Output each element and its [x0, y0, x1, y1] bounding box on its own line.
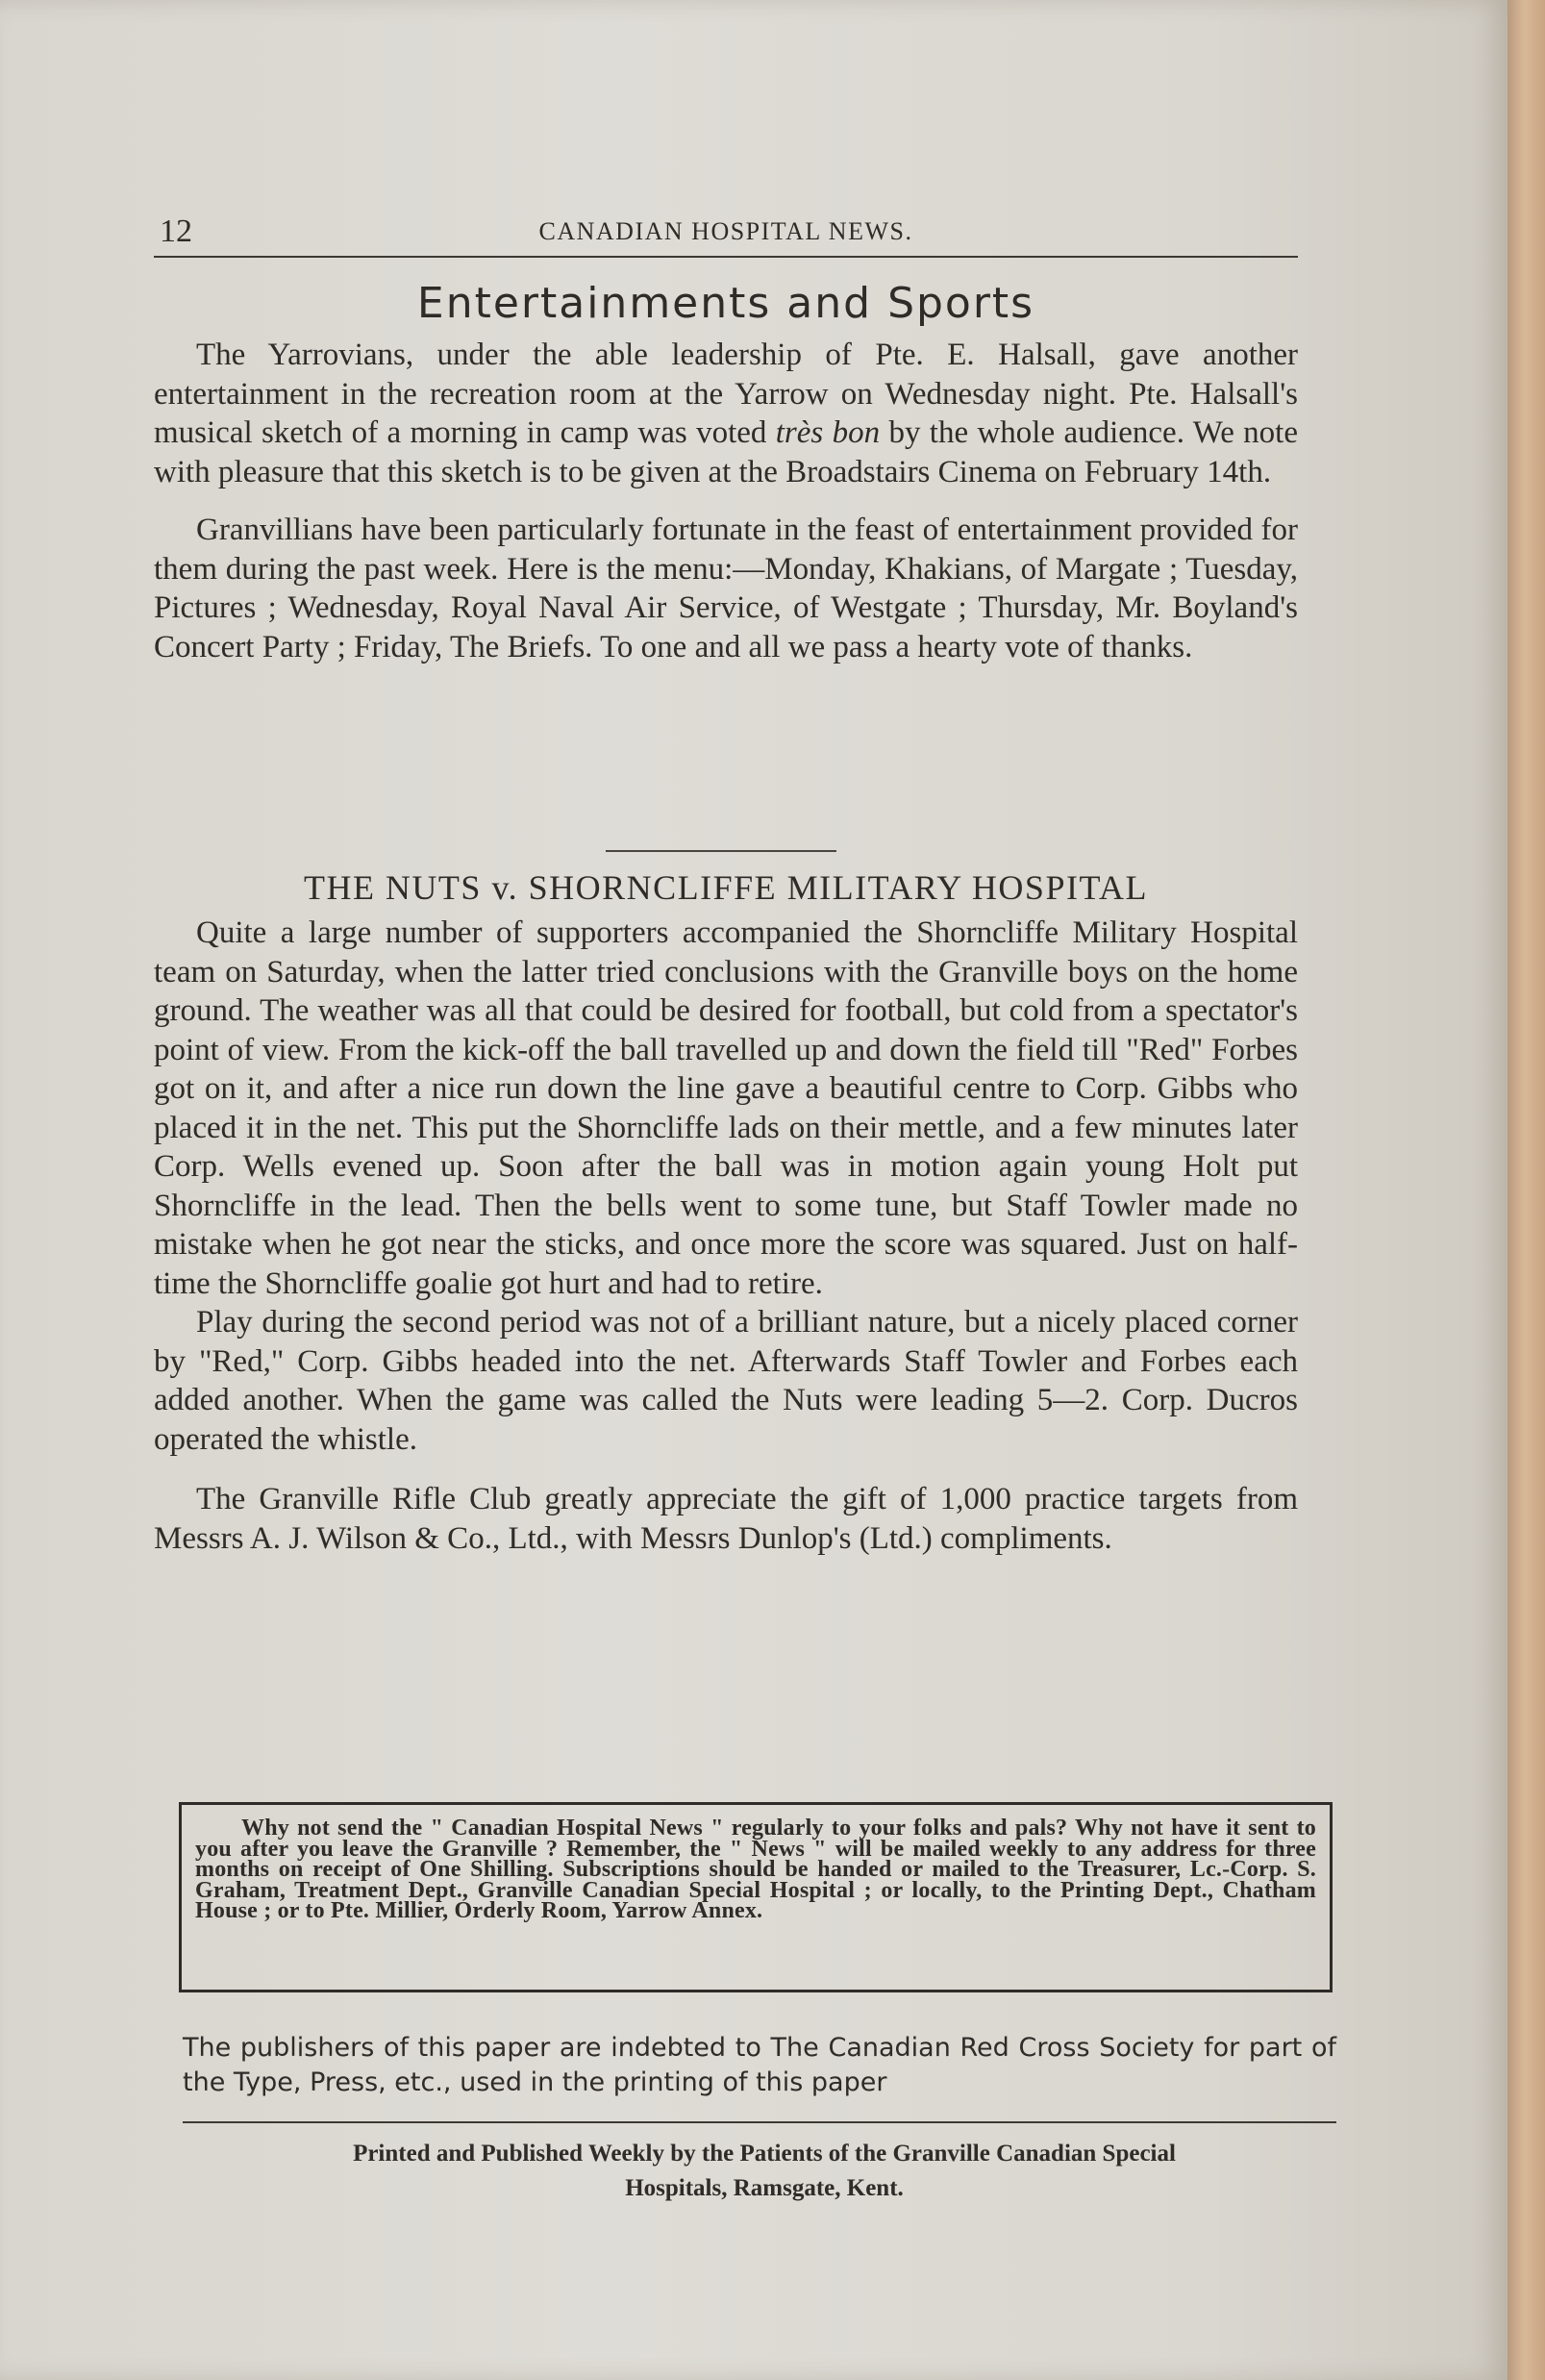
running-head — [154, 210, 1298, 258]
match-paragraph-2: Play during the second period was not of a brilliant nature, but a nicely placed corner by "Red," Corp. Gibbs headed into the net. Afterwards Staff Towler and Forbes each added another. When the game was called the Nuts were leading 5—2. Corp. Ducros operated the whistle. — [154, 1305, 1298, 1457]
page-edge — [1508, 0, 1545, 2380]
article-heading: THE NUTS v. SHORNCLIFFE MILITARY HOSPITAL — [303, 868, 1149, 907]
page-number: 12 — [160, 213, 192, 249]
entertainments-section — [154, 279, 1298, 666]
section-heading: Entertainments and Sports — [416, 279, 1035, 328]
rifle-club-paragraph: The Granville Rifle Club greatly appreciate the gift of 1,000 practice targets from Messrs A. J. Wilson & Co., Ltd., with Messrs Dunlop's (Ltd.) compliments. — [154, 1482, 1298, 1556]
imprint-line-1: Printed and Published Weekly by the Patients of the Granville Canadian Special — [353, 2141, 1176, 2167]
italic-phrase: très bon — [775, 415, 881, 450]
imprint-line-2: Hospitals, Ramsgate, Kent. — [625, 2175, 904, 2201]
acknowledgement-text: The publishers of this paper are indebted to The Canadian Red Cross Society for part of the Type, Press, etc., used in the printing of this paper — [183, 2033, 1336, 2097]
section-divider — [606, 850, 836, 852]
subscription-notice-box — [179, 1802, 1333, 1992]
footer-rule — [183, 2121, 1336, 2123]
imprint — [183, 2137, 1346, 2206]
entertainments-paragraph-2: Granvillians have been particularly fortunate in the feast of entertainment provided for them during the past week. Here is the menu:—Monday, Khakians, of Margate ; Tuesday, Pictures ; Wednesday, Royal Naval Air Service, of Westgate ; Thursday, Mr. Boyland's Concert Party ; Friday, The Briefs. To one and all we pass a hearty vote of thanks. — [154, 513, 1298, 664]
journal-title: CANADIAN HOSPITAL NEWS. — [538, 217, 913, 245]
entertainments-paragraph-1: The Yarrovians, under the able leadership of Pte. E. Halsall, gave another entertainment in the recreation room at the Yarrow on Wednesday night. Pte. Halsall's musical sketch of a morning in camp was voted très bon by the whole audience. We note with pleasure that this sketch is to be given at the Broadstairs Cinema on February 14th. — [154, 338, 1298, 489]
match-paragraph-1: Quite a large number of supporters accompanied the Shorncliffe Military Hospital team on Saturday, when the latter tried conclusions with the Granville boys on the home ground. The weather was all that could be desired for football, but cold from a spectator's point of view. From the kick-off the ball travelled up and down the field till "Red" Forbes got on it, and after a nice run down the line gave a beautiful centre to Corp. Gibbs who placed it in the net. This put the Shorncliffe lads on their mettle, and a few minutes later Corp. Wells evened up. Soon after the ball was in motion again young Holt put Shorncliffe in the lead. Then the bells went to some tune, but Staff Towler made no mistake when he got near the sticks, and once more the score was squared. Just on half-time the Shorncliffe goalie got hurt and had to retire. — [154, 915, 1298, 1301]
subscription-notice-text: Why not send the " Canadian Hospital News " regularly to your folks and pals? Why not have it sent to you after you leave the Granville ? Remember, the " News " will be mailed weekly to any address for three months on receipt of One Shilling. Subscriptions should be handed or mailed to the Treasurer, Lc.-Corp. S. Graham, Treatment Dept., Granville Canadian Special Hospital ; or locally, to the Printing Dept., Chatham House ; or to Pte. Millier, Orderly Room, Yarrow Annex. — [195, 1816, 1316, 1923]
match-report-section — [154, 867, 1298, 1558]
